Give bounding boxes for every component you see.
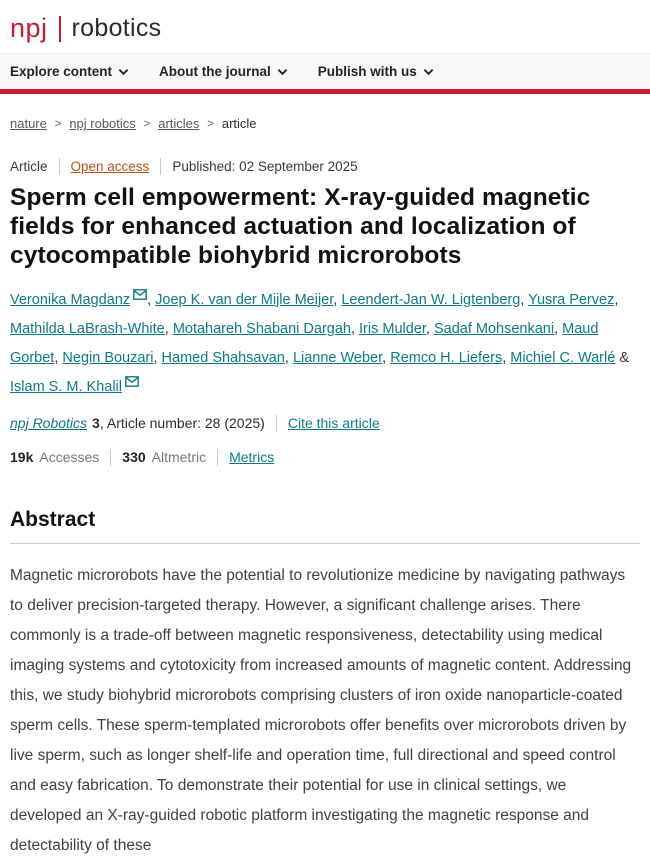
altmetric-count: 330 [122,449,146,466]
open-access-link[interactable]: Open access [70,159,150,174]
author-link[interactable]: Remco H. Liefers [390,349,503,366]
volume-number: 3 [92,415,100,432]
email-envelope-icon[interactable] [125,369,139,398]
author-link[interactable]: Yusra Pervez [528,291,615,308]
author-link[interactable]: Mathilda LaBrash-White [10,320,165,337]
breadcrumb-link-articles[interactable]: articles [158,116,200,131]
author-separator: , [554,320,563,337]
author-separator: , [333,291,342,308]
cite-this-article-link[interactable]: Cite this article [287,415,380,432]
abstract-text: Magnetic microrobots have the potential to revolutionize medicine by navigating pathways to deliver precision-targeted therapy. However, a significant challenge arises. There commonly is a trade-off between magnetic responsiveness, detectability using medical imaging systems and cytotoxicity from increased amounts of magnetic content. Addressing this, we study biohybrid microrobots comprising clusters of iron oxide nanoparticle-coated sperm cells. These sperm-templated microrobots offer benefits over microrobots driven by live sperm, such as longer shelf-life and operation time, full directional and speed control and easy fabrication. To demonstrate their potential for use in clinical settings, we developed an X-ray-guided robotic platform investigating the magnetic response and detectability of these [10,566,632,855]
breadcrumb-separator: > [143,117,151,130]
author-separator: & [615,349,630,366]
breadcrumb-separator: > [54,117,62,130]
separator [276,415,277,432]
abstract-heading: Abstract [10,507,96,531]
author-link[interactable]: Lianne Weber [292,349,383,366]
article-meta-line [10,158,640,175]
brand-red-bar [0,89,650,94]
author-separator: , [54,349,63,366]
email-envelope-icon[interactable] [133,282,147,311]
nav-item-label: Explore content [10,64,113,79]
author-separator: , [284,349,293,366]
chevron-down-icon [423,68,434,76]
author-link[interactable]: Maud Gorbet [10,320,599,366]
author-link[interactable]: Veronika Magdanz [10,291,131,308]
author-link[interactable]: Hamed Shahsavan [161,349,285,366]
metrics-line [10,449,640,466]
separator [217,449,218,466]
journal-name-text: robotics [71,14,162,42]
abstract-divider [10,543,640,544]
breadcrumb-link-npj-robotics[interactable]: npj robotics [69,116,136,131]
separator [160,158,161,175]
author-link[interactable]: Islam S. M. Khalil [10,378,122,395]
citation-line [10,415,640,432]
author-separator: , [350,320,360,337]
nav-item-label: Publish with us [317,64,417,79]
separator [110,449,111,466]
breadcrumb-separator: > [207,117,214,130]
author-list [10,286,640,402]
author-link[interactable]: Joep K. van der Mijle Meijer [155,291,334,308]
altmetric-label: Altmetric [151,449,207,466]
nav-item-explore-content[interactable] [10,64,129,79]
article-type-label: Article [10,159,48,174]
author-link[interactable]: Negin Bouzari [62,349,154,366]
main-nav [0,53,650,89]
chevron-down-icon [118,68,129,76]
published-date: Published: 02 September 2025 [172,159,358,174]
nav-item-about-the-journal[interactable] [159,64,288,79]
journal-link[interactable]: npj Robotics [10,415,88,432]
author-separator: , [502,349,511,366]
author-link[interactable]: Iris Mulder [359,320,426,337]
nav-item-label: About the journal [159,64,271,79]
article-number-text: , Article number: 28 (2025) [99,415,265,432]
accesses-label: Accesses [39,449,100,466]
separator [59,158,60,175]
author-separator: , [147,291,156,308]
chevron-down-icon [277,68,288,76]
author-separator: , [520,291,529,308]
journal-logo[interactable] [10,13,640,44]
npj-logo-text: npj [10,13,48,43]
nav-item-publish-with-us[interactable] [318,64,434,79]
author-link[interactable]: Motahareh Shabani Dargah [172,320,351,337]
logo-divider [59,16,61,42]
site-header [0,0,650,53]
accesses-count: 19k [10,449,34,466]
author-link[interactable]: Leendert-Jan W. Ligtenberg [341,291,521,308]
author-separator: , [164,320,173,337]
author-separator: , [382,349,391,366]
abstract-section [10,508,640,861]
author-link[interactable]: Sadaf Mohsenkani [433,320,555,337]
metrics-link[interactable]: Metrics [229,449,275,466]
author-link[interactable]: Michiel C. Warlé [510,349,616,366]
breadcrumb [10,116,640,131]
author-separator: , [153,349,162,366]
article-title: Sperm cell empowerment: X-ray-guided magnetic fields for enhanced actuation and localization of cytocompatible biohybrid microrobots [10,184,591,269]
author-separator: , [425,320,434,337]
author-separator: , [614,291,619,308]
article-page [0,116,650,861]
breadcrumb-link-nature[interactable]: nature [10,116,47,131]
breadcrumb-current: article [221,116,257,131]
